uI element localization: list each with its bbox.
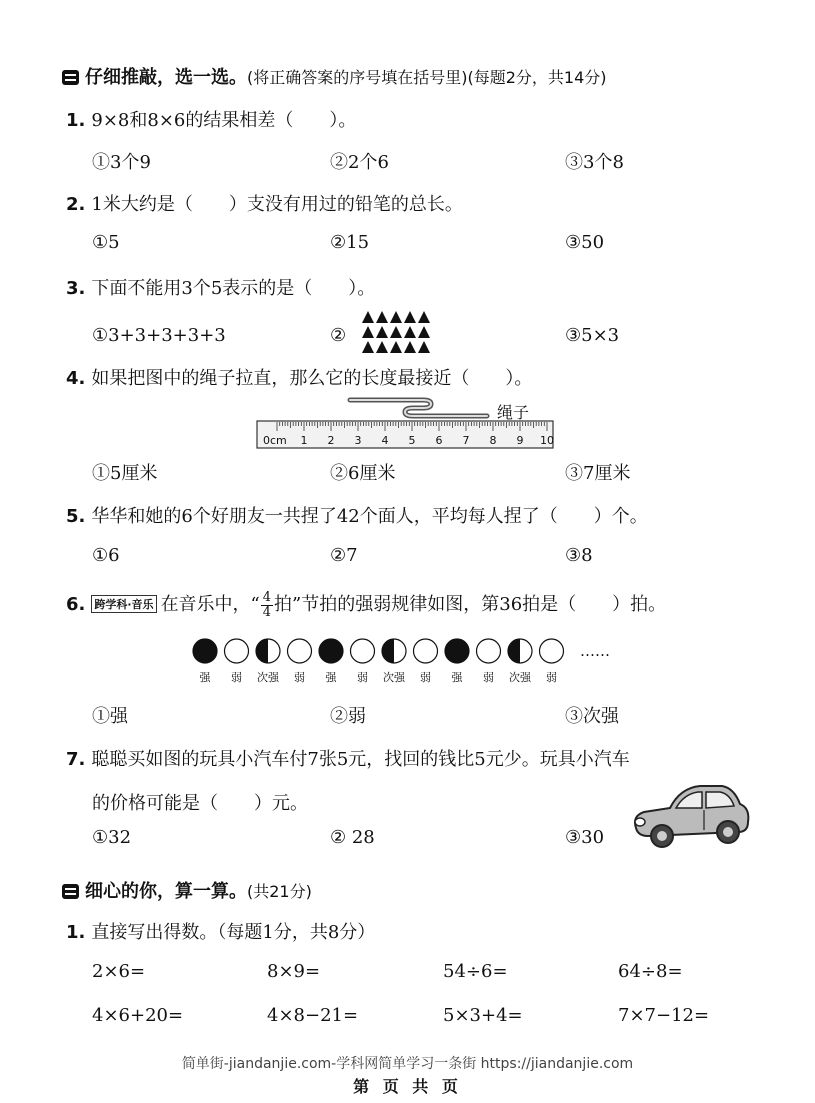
calc-item[interactable]: 4×8−21= [267, 1005, 359, 1026]
beat-label: 次强 [257, 671, 279, 684]
question-4 [66, 364, 532, 390]
beat-label: 次强 [509, 671, 531, 684]
question-text: 1米大约是（ ）支没有用过的铅笔的总长。 [91, 194, 463, 215]
triangle-array-figure [360, 309, 436, 355]
beat-label: 强 [325, 671, 337, 684]
ruler-label: 2 [327, 434, 335, 447]
q7-option-2[interactable]: ② 28 [330, 827, 375, 848]
q5-option-1[interactable]: ①6 [92, 545, 120, 566]
q2-option-2[interactable]: ②15 [330, 232, 370, 253]
q5-option-2[interactable]: ②7 [330, 545, 358, 566]
section-1-title: 仔细推敲，选一选。 [85, 67, 247, 88]
beat-weak-icon [477, 639, 501, 663]
question-number: 1. [66, 110, 86, 131]
beat-label: 弱 [483, 671, 494, 684]
page-footer: 第 页 共 页 [353, 1077, 462, 1096]
question-7-line2: 的价格可能是（ ）元。 [92, 793, 308, 814]
q6-option-2[interactable]: ②弱 [330, 706, 366, 727]
section-2-header [62, 877, 312, 903]
q6-option-1[interactable]: ①强 [92, 706, 128, 727]
fraction-4-4 [261, 591, 273, 620]
question-number: 4. [66, 368, 86, 389]
question-text-pre: 在音乐中，“ [160, 594, 260, 615]
site-footer[interactable]: 简单街-jiandanjie.com-学科网简单学习一条街 https://jiandanjie.com [181, 1056, 634, 1072]
ruler-label: 9 [516, 434, 524, 447]
calc-item[interactable]: 64÷8= [618, 961, 683, 982]
beat-weak-icon [414, 639, 438, 663]
beat-half-fill [508, 639, 520, 663]
question-1 [66, 106, 356, 132]
calc-item[interactable]: 8×9= [267, 961, 321, 982]
calc-item[interactable]: 54÷6= [443, 961, 508, 982]
question-number: 6. [66, 594, 86, 615]
q4-option-3[interactable]: ③7厘米 [565, 463, 631, 484]
calc-item[interactable]: 4×6+20= [92, 1005, 184, 1026]
question-2 [66, 190, 463, 216]
beat-strong-icon [445, 639, 469, 663]
question-3 [66, 274, 375, 300]
beat-strong-icon [193, 639, 217, 663]
fraction-numerator: 4 [262, 589, 272, 605]
beat-weak-icon [540, 639, 564, 663]
question-number: 5. [66, 506, 86, 527]
ruler-label: 6 [435, 434, 443, 447]
beat-label: 弱 [546, 671, 557, 684]
beat-ellipsis: …… [580, 642, 610, 660]
beat-weak-icon [225, 639, 249, 663]
q6-option-3[interactable]: ③次强 [565, 706, 619, 727]
ruler-label: 5 [408, 434, 416, 447]
beat-half-fill [256, 639, 268, 663]
q3-option-2[interactable]: ② [330, 325, 347, 346]
beat-weak-icon [351, 639, 375, 663]
q3-option-3[interactable]: ③5×3 [565, 325, 620, 346]
beat-pattern-figure [185, 637, 625, 685]
question-text: 华华和她的6个好朋友一共捏了42个面人，平均每人捏了（ ）个。 [91, 506, 648, 527]
question-number: 1. [66, 922, 86, 943]
calc-question-1 [66, 918, 375, 944]
q2-option-1[interactable]: ①5 [92, 232, 120, 253]
beat-label: 弱 [294, 671, 305, 684]
question-6 [66, 590, 666, 620]
ruler-label: 3 [354, 434, 362, 447]
q3-option-1[interactable]: ①3+3+3+3+3 [92, 325, 226, 346]
q5-option-3[interactable]: ③8 [565, 545, 593, 566]
fraction-denominator: 4 [262, 604, 272, 620]
beat-label: 强 [451, 671, 463, 684]
beat-weak-icon [288, 639, 312, 663]
calc-item[interactable]: 5×3+4= [443, 1005, 523, 1026]
beat-half-fill [382, 639, 394, 663]
question-text: 如果把图中的绳子拉直，那么它的长度最接近（ ）。 [91, 368, 533, 389]
q7-option-1[interactable]: ①32 [92, 827, 132, 848]
beat-label: 弱 [231, 671, 242, 684]
question-text: 9×8和8×6的结果相差（ ）。 [91, 110, 357, 131]
rope-label: 绳子 [497, 403, 530, 422]
ruler-label: 10 [540, 434, 554, 447]
section-1-header [62, 63, 607, 89]
question-number: 2. [66, 194, 86, 215]
q1-option-3[interactable]: ③3个8 [565, 152, 624, 173]
beat-label: 弱 [420, 671, 431, 684]
beat-strong-icon [319, 639, 343, 663]
section-2-note: (共21分) [247, 882, 312, 901]
question-text: 聪聪买如图的玩具小汽车付7张5元，找回的钱比5元少。玩具小汽车 [91, 749, 630, 770]
q4-option-2[interactable]: ②6厘米 [330, 463, 396, 484]
section-1-note: (将正确答案的序号填在括号里)(每题2分，共14分) [247, 68, 607, 87]
section-2-title: 细心的你，算一算。 [85, 881, 247, 902]
q2-option-3[interactable]: ③50 [565, 232, 605, 253]
ruler-label: 0cm [263, 434, 287, 447]
q4-option-1[interactable]: ①5厘米 [92, 463, 158, 484]
ruler-label: 4 [381, 434, 389, 447]
ruler-label: 8 [489, 434, 497, 447]
ruler-label: 7 [462, 434, 470, 447]
question-number: 7. [66, 749, 86, 770]
section-marker-icon [62, 70, 79, 85]
question-text: 下面不能用3个5表示的是（ ）。 [91, 278, 376, 299]
toy-car-icon [630, 778, 752, 854]
calc-item[interactable]: 7×7−12= [618, 1005, 710, 1026]
cross-subject-tag: 跨学科·音乐 [91, 595, 156, 613]
question-text: 直接写出得数。（每题1分，共8分） [91, 922, 376, 943]
q1-option-1[interactable]: ①3个9 [92, 152, 151, 173]
section-marker-icon [62, 884, 79, 899]
question-text-post: 拍”节拍的强弱规律如图，第36拍是（ ）拍。 [274, 594, 667, 615]
question-number: 3. [66, 278, 86, 299]
beat-label: 弱 [357, 671, 368, 684]
question-5 [66, 502, 648, 528]
ruler-label: 1 [300, 434, 308, 447]
calc-item[interactable]: 2×6= [92, 961, 146, 982]
q7-option-3[interactable]: ③30 [565, 827, 605, 848]
beat-label: 强 [199, 671, 211, 684]
question-7 [66, 745, 630, 771]
beat-label: 次强 [383, 671, 405, 684]
q1-option-2[interactable]: ②2个6 [330, 152, 389, 173]
